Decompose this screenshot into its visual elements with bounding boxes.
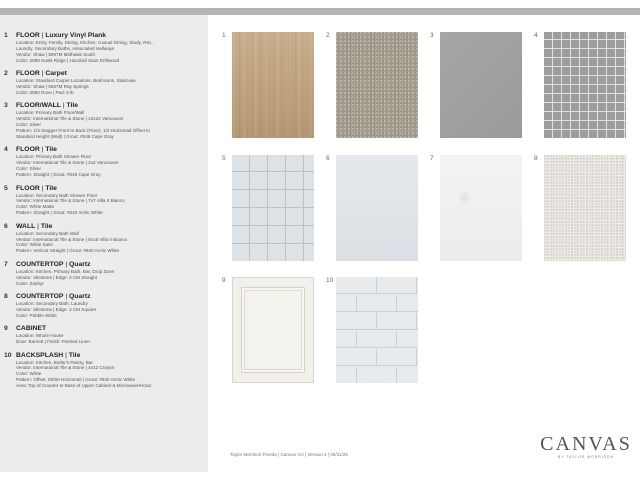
item-material: Quartz [69,292,91,300]
item-detail: Color: Silver [16,166,42,172]
swatch-pebble-quartz [544,155,626,261]
swatch-number: 10 [326,277,334,284]
item-detail: Vendor: International Tile & Stone | 4x12 Crayon [16,365,115,371]
item-category: FLOOR [16,32,40,39]
item-number: 8 [4,292,8,300]
item-detail: Vendor: Silestone | Edge: 3 CM Square [16,306,97,312]
item-title: FLOOR | Tile [16,146,57,154]
material-item [4,184,208,217]
item-material: Tile [40,222,53,230]
item-category: COUNTERTOP [16,260,64,268]
item-title: FLOOR | Carpet [16,70,67,78]
item-detail: Standard Height (Wall) | Grout: #546 Cape Gray [16,133,114,139]
item-detail: Location: Entry, Family, Dining, Kitchen, Casual Dining, Study, Rec, [16,40,153,45]
material-item [4,101,208,140]
item-detail: Pattern: Straight | Grout: #546 Cape Gray [16,172,101,178]
item-number: 1 [4,32,8,39]
item-title: FLOOR | Luxury Vinyl Plank [16,32,107,39]
item-material: Tile [66,102,79,110]
item-detail: Area: Top of Counter to Base of Upper Cabinet & Microwave/Hood [16,383,151,389]
item-number: 4 [4,146,8,154]
item-detail: Pattern: Offset, 50/50 Horizontal | Grout: #640 Arctic White [16,377,136,383]
item-material: Tile [45,184,57,192]
item-detail: Vendor: International Tile & Stone | 8x16 Villa II Bianco [16,236,128,242]
item-detail: Location: Standard Carpet Locations, Bedrooms, Staircase [16,78,136,84]
item-detail: Location: Kitchen, Butler's Pantry, Bar [16,359,93,365]
item-detail: Color: Zephyr [16,280,44,286]
item-title: WALL | Tile [16,222,53,230]
item-title: BACKSPLASH | Tile [16,351,81,359]
item-detail: Vendor: International Tile & Stone | 2x2 Vancouver [16,160,119,166]
item-category: WALL [16,222,36,230]
item-number: 3 [4,102,8,110]
swatch-number: 3 [430,32,434,39]
item-detail: Location: Whole House [16,333,64,339]
swatch-subway-tile [336,277,418,383]
bottom-bar [0,472,640,480]
swatch-wood-plank [232,32,314,138]
swatch-cabinet-door [232,277,314,383]
cabinet-door-panel [241,287,305,373]
item-detail: Color: White [16,371,42,377]
item-detail: Color: 0560 Dove | Pad: 6 lb [16,89,74,95]
swatch-number: 8 [534,155,538,162]
item-material: Luxury Vinyl Plank [45,32,107,39]
item-category: FLOOR [16,70,40,78]
swatch-white-square-tile [232,155,314,261]
item-detail: Location: Primary Bath Floor/Wall [16,110,85,116]
canvas-logo [538,433,634,459]
logo-wordmark: CANVAS [540,433,632,455]
item-category: FLOOR [16,146,40,154]
item-category: CABINET [16,325,47,333]
item-detail: Location: Primary Bath Shower Floor [16,154,92,160]
item-title: COUNTERTOP | Quartz [16,292,91,300]
item-category: FLOOR [16,184,40,192]
item-number: 6 [4,222,8,230]
item-detail: Location: Kitchen, Primary Bath, Bar, Drop Zone [16,268,115,274]
item-detail: Vendor: Shaw | 5697M Midhawk South [16,51,96,57]
item-material: Tile [45,146,57,154]
material-item [4,222,208,255]
material-item [4,324,208,345]
material-item [4,31,208,64]
swatch-number: 9 [222,277,226,284]
item-material: Carpet [45,70,67,78]
swatch-white-quartz [440,155,522,261]
swatch-panel [208,15,640,472]
item-detail: Location: Secondary Bath Shower Floor [16,192,98,198]
item-category: BACKSPLASH [16,351,64,359]
material-item [4,351,208,390]
item-detail: Vendor: International Tile & Stone | 7x7 Villa II Bianco [16,198,125,204]
item-detail: Pattern: Straight | Grout: #640 Arctic White [16,210,103,216]
swatch-number: 5 [222,155,226,162]
material-item [4,292,208,319]
item-number: 2 [4,70,8,78]
item-title: FLOOR | Tile [16,184,57,192]
footer-text: Taylor Morrison Florida | Canvas 4.0 | Version 2 | 08/11/25 [230,452,348,457]
swatch-carpet [336,32,418,138]
item-detail: Pattern: Vertical Straight | Grout: #640 Arctic White [16,248,120,254]
swatch-gray-tile [440,32,522,138]
item-detail: Location: Secondary Bath Wall [16,230,79,236]
logo-tagline: BY TAYLOR MORRISON [558,455,614,459]
item-number: 5 [4,184,8,192]
item-material: Tile [68,351,81,359]
item-number: 7 [4,260,8,268]
item-detail: Vendor: Silestone | Edge: 3 CM Straight [16,274,98,280]
item-detail: Color: Pebble White [16,312,57,318]
item-number: 9 [4,325,8,333]
swatch-number: 1 [222,32,226,39]
swatch-white-wall-tile [336,155,418,261]
top-bar [0,8,640,15]
item-detail: Vendor: Shaw | 5657M Ray Springs [16,84,89,90]
item-category: FLOOR/WALL [16,102,61,110]
item-detail: Laundry, Secondary Baths, Associated Hallways [16,45,115,51]
item-detail: Color: White Satin [16,242,54,248]
swatch-number: 7 [430,155,434,162]
item-category: COUNTERTOP [16,292,64,300]
item-material: Quartz [69,260,91,268]
item-detail: Location: Secondary Bath, Laundry [16,300,88,306]
item-detail: Color: White Matte [16,204,55,210]
material-item [4,69,208,96]
item-detail: Door: Barnett | Finish: Painted Linen [16,339,90,345]
material-item [4,260,208,287]
item-title: COUNTERTOP | Quartz [16,260,91,268]
swatch-mosaic-tile [544,32,626,138]
item-detail: Vendor: International Tile & Stone | 12x24 Vancouver [16,116,124,122]
swatch-number: 2 [326,32,330,39]
item-detail: Color: Silver [16,122,42,128]
material-item [4,145,208,178]
swatch-number: 4 [534,32,538,39]
swatch-number: 6 [326,155,330,162]
materials-list [0,15,208,472]
item-detail: Color: 2099 Sunlit Ridge | Handrail Stain Driftwood [16,57,120,63]
item-number: 10 [4,351,12,359]
item-detail: Pattern: 1/3 Stagger Front to Back (Floor), 1/3 Horizontal Offset to [16,128,150,134]
item-title: FLOOR/WALL | Tile [16,102,79,110]
item-title [16,324,206,333]
